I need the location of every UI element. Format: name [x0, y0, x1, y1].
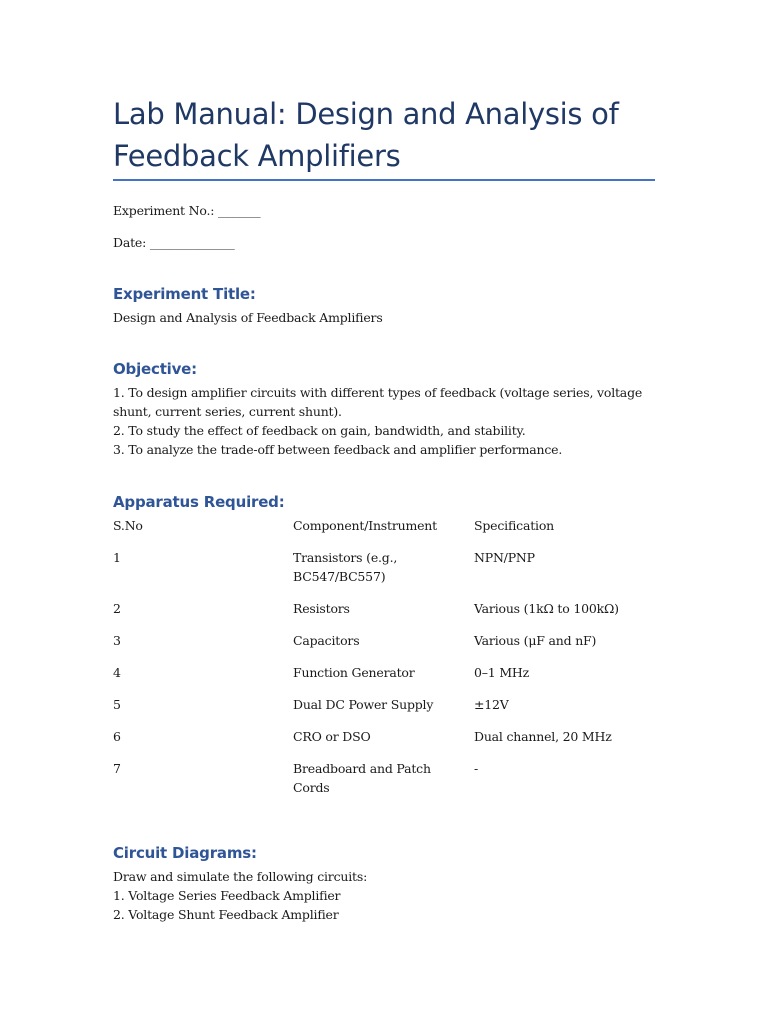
experiment-title-heading: Experiment Title: [113, 285, 256, 303]
circuit-diagrams-list [113, 867, 673, 924]
column-header-sno: S.No [113, 518, 143, 533]
table-cell: Capacitors [293, 633, 360, 648]
table-cell: 5 [113, 697, 121, 712]
table-cell: 1 [113, 550, 121, 565]
experiment-number: Experiment No.: _______ [113, 203, 261, 218]
table-row [113, 631, 673, 663]
table-row [113, 727, 673, 759]
title-underline [113, 179, 655, 181]
table-cell: 3 [113, 633, 121, 648]
objective-item: 2. To study the effect of feedback on gain, bandwidth, and stability. [113, 423, 526, 438]
table-cell: Resistors [293, 601, 350, 616]
table-row [113, 663, 673, 695]
table-cell: CRO or DSO [293, 729, 371, 744]
apparatus-table [113, 516, 673, 810]
objective-list [113, 383, 673, 459]
table-row [113, 599, 673, 631]
table-cell: Breadboard and Patch Cords [293, 761, 431, 795]
experiment-date: Date: ______________ [113, 235, 235, 250]
table-cell: - [474, 761, 479, 776]
table-cell: Various (μF and nF) [474, 633, 597, 648]
table-cell: 4 [113, 665, 121, 680]
table-cell: Dual DC Power Supply [293, 697, 434, 712]
table-row [113, 759, 673, 810]
document-title: Lab Manual: Design and Analysis of Feedback Amplifiers [113, 97, 619, 173]
list-item: 1. Voltage Series Feedback Amplifier [113, 888, 341, 903]
table-cell: Function Generator [293, 665, 415, 680]
apparatus-heading: Apparatus Required: [113, 493, 285, 511]
table-cell: ±12V [474, 697, 509, 712]
experiment-title-text: Design and Analysis of Feedback Amplifiers [113, 310, 383, 325]
circuit-diagrams-intro: Draw and simulate the following circuits: [113, 869, 368, 884]
objective-item: 1. To design amplifier circuits with different types of feedback (voltage series, voltage shunt, current series, current shunt). [113, 385, 643, 419]
table-row [113, 548, 673, 599]
column-header-specification: Specification [474, 518, 555, 533]
table-row [113, 695, 673, 727]
table-cell: 6 [113, 729, 121, 744]
table-cell: Transistors (e.g., BC547/BC557) [293, 550, 398, 584]
objective-heading: Objective: [113, 360, 197, 378]
table-cell: NPN/PNP [474, 550, 535, 565]
list-item: 2. Voltage Shunt Feedback Amplifier [113, 907, 339, 922]
column-header-component: Component/Instrument [293, 518, 437, 533]
table-cell: Dual channel, 20 MHz [474, 729, 612, 744]
table-cell: 7 [113, 761, 121, 776]
table-cell: 2 [113, 601, 121, 616]
table-header-row [113, 516, 673, 548]
circuit-diagrams-heading: Circuit Diagrams: [113, 844, 257, 862]
table-cell: 0–1 MHz [474, 665, 530, 680]
objective-item: 3. To analyze the trade-off between feedback and amplifier performance. [113, 442, 563, 457]
table-cell: Various (1kΩ to 100kΩ) [474, 601, 619, 616]
